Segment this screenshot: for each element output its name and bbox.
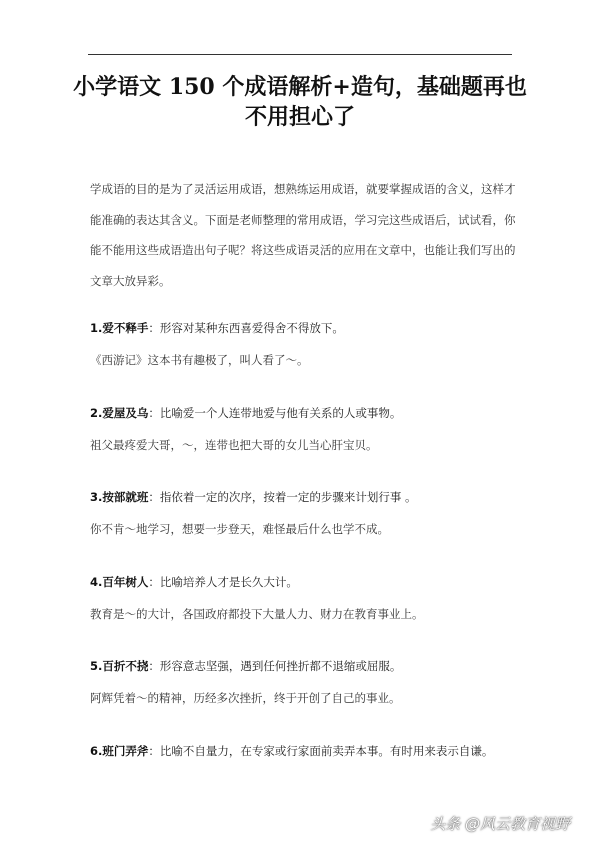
idiom-term: 班门弄斧	[102, 743, 149, 758]
idiom-number: 2.	[90, 405, 103, 420]
idiom-entry	[90, 572, 530, 657]
idiom-number: 6.	[90, 743, 103, 758]
idiom-number: 1.	[90, 321, 103, 335]
idiom-definition: ：比喻培养人才是长久大计。	[148, 574, 298, 589]
idiom-example: 你不肯～地学习，想要一步登天，难怪最后什么也学不成。	[90, 522, 389, 536]
idiom-definition: ：形容对某种东西喜爱得舍不得放下。	[148, 321, 344, 335]
idiom-definition-line	[90, 572, 530, 592]
idiom-term: 爱屋及乌	[102, 405, 149, 420]
idiom-entry	[90, 487, 530, 572]
idiom-example: 《西游记》这本书有趣极了，叫人看了～。	[90, 353, 309, 367]
idiom-number: 5.	[90, 659, 103, 673]
idiom-entry	[90, 318, 530, 403]
watermark: 头条 @风云教育视野	[430, 815, 570, 833]
idiom-example: 祖父最疼爱大哥，～，连带也把大哥的女儿当心肝宝贝。	[90, 437, 378, 452]
idiom-entry	[90, 741, 530, 826]
idiom-term: 百年树人	[102, 574, 149, 589]
idiom-term: 按部就班	[102, 490, 149, 504]
idiom-definition: ：比喻不自量力，在专家或行家面前卖弄本事。有时用来表示自谦。	[148, 743, 494, 758]
idiom-definition-line	[90, 318, 530, 338]
idiom-term: 爱不释手	[102, 321, 149, 335]
idiom-number: 4.	[90, 574, 103, 589]
intro-paragraph: 学成语的目的是为了灵活运用成语，想熟练运用成语，就要掌握成语的含义，这样才能准确的表达其含义。下面是老师整理的常用成语，学习完这些成语后，试试看，你能不能用这些成语造出句子呢？将这些成语灵活的应用在文章中，也能让我们写出的文章大放异彩。	[90, 182, 516, 288]
idiom-term: 百折不挠	[102, 659, 149, 673]
idiom-definition-line	[90, 656, 530, 676]
idiom-entry	[90, 403, 530, 488]
idiom-list	[90, 318, 530, 825]
page-title: 小学语文 150 个成语解析+造句，基础题再也不用担心了	[73, 74, 527, 130]
idiom-definition-line	[90, 403, 530, 423]
idiom-definition-line	[90, 741, 530, 761]
idiom-definition: ：比喻爱一个人连带地爱与他有关系的人或事物。	[148, 405, 402, 420]
idiom-example: 教育是～的大计，各国政府都投下大量人力、财力在教育事业上。	[90, 606, 424, 621]
idiom-definition: ：指依着一定的次序，按着一定的步骤来计划行事 。	[148, 490, 417, 504]
idiom-definition: ：形容意志坚强，遇到任何挫折都不退缩或屈服。	[148, 659, 402, 673]
idiom-number: 3.	[90, 490, 103, 504]
idiom-entry	[90, 656, 530, 741]
idiom-example: 阿辉凭着～的精神，历经多次挫折，终于开创了自己的事业。	[90, 691, 401, 705]
top-divider	[88, 54, 512, 55]
idiom-definition-line	[90, 487, 530, 507]
